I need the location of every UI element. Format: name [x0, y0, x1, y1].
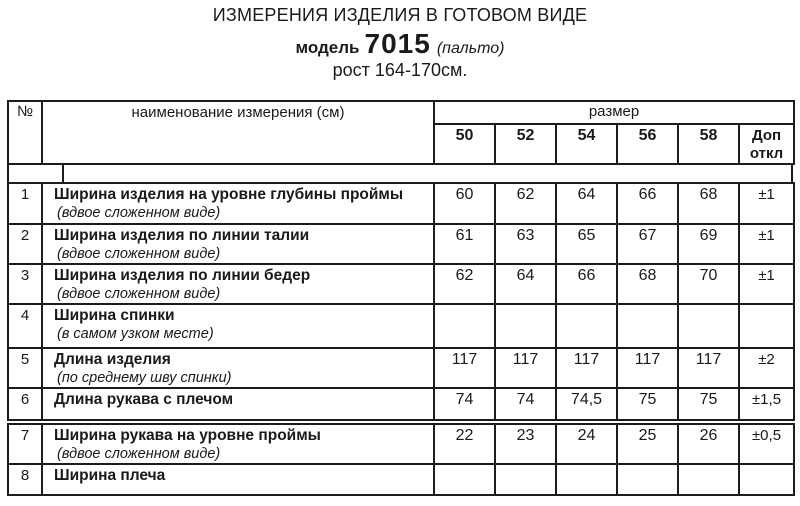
tolerance-value: ±0,5 [739, 422, 794, 464]
table-row [8, 264, 794, 304]
measurement-name: Длина рукава с плечом [54, 391, 234, 408]
size-value: 67 [617, 224, 678, 264]
tolerance-value [739, 464, 794, 495]
size-value: 117 [495, 348, 556, 388]
row-number: 4 [8, 304, 42, 348]
table-row [8, 348, 794, 388]
spacer-divider [62, 165, 64, 182]
measurements-table [7, 100, 793, 496]
measurement-name-cell [42, 348, 434, 388]
row-number: 7 [8, 422, 42, 464]
col-header-size-58: 58 [678, 124, 739, 164]
measurement-name-cell [42, 224, 434, 264]
size-value: 62 [434, 264, 495, 304]
col-header-name: наименование измерения (см) [42, 101, 434, 164]
col-header-tolerance-line1: Доп [751, 127, 782, 144]
col-header-number: № [8, 101, 42, 164]
measurement-name: Ширина спинки [54, 307, 175, 324]
size-value: 26 [678, 422, 739, 464]
measurement-name: Ширина плеча [54, 467, 166, 484]
tolerance-value [739, 304, 794, 348]
measurement-name: Ширина изделия по линии талии [54, 227, 310, 244]
measurement-note: (вдвое сложенном виде) [57, 205, 221, 221]
measurement-note: (вдвое сложенном виде) [57, 286, 221, 302]
model-type: (пальто) [436, 40, 505, 57]
measurement-note: (вдвое сложенном виде) [57, 446, 221, 462]
tolerance-value: ±1,5 [739, 388, 794, 422]
measurement-name-cell [42, 422, 434, 464]
col-header-size-54: 54 [556, 124, 617, 164]
row-number: 6 [8, 388, 42, 422]
measurement-name-cell [42, 464, 434, 495]
size-value: 68 [678, 183, 739, 224]
size-value: 64 [556, 183, 617, 224]
col-header-size-50: 50 [434, 124, 495, 164]
size-value: 23 [495, 422, 556, 464]
size-value: 65 [556, 224, 617, 264]
measurements-table-body [7, 182, 795, 496]
size-value: 66 [617, 183, 678, 224]
size-value [495, 464, 556, 495]
page-title: ИЗМЕРЕНИЯ ИЗДЕЛИЯ В ГОТОВОМ ВИДЕ [212, 5, 588, 25]
measurement-name: Ширина изделия по линии бедер [54, 267, 311, 284]
table-row [8, 304, 794, 348]
measurement-note: (по среднему шву спинки) [57, 370, 232, 386]
size-value: 63 [495, 224, 556, 264]
size-value: 60 [434, 183, 495, 224]
measurement-name-cell [42, 304, 434, 348]
table-row [8, 224, 794, 264]
size-value: 61 [434, 224, 495, 264]
measurement-note: (в самом узком месте) [57, 326, 214, 342]
size-value [495, 304, 556, 348]
row-number: 1 [8, 183, 42, 224]
header-row-group [8, 101, 794, 124]
row-number: 2 [8, 224, 42, 264]
size-value [617, 304, 678, 348]
measurement-name-cell [42, 183, 434, 224]
size-value: 74,5 [556, 388, 617, 422]
col-header-tolerance-line2: откл [749, 145, 784, 162]
tolerance-value: ±2 [739, 348, 794, 388]
size-value: 117 [434, 348, 495, 388]
model-number: 7015 [364, 28, 431, 59]
measurement-note: (вдвое сложенном виде) [57, 246, 221, 262]
size-value: 25 [617, 422, 678, 464]
tolerance-value: ±1 [739, 183, 794, 224]
size-value: 62 [495, 183, 556, 224]
measurement-name-cell [42, 264, 434, 304]
spacer-row [7, 165, 793, 182]
measurement-name: Ширина рукава на уровне проймы [54, 427, 321, 444]
measurement-name-cell [42, 388, 434, 422]
size-value [556, 464, 617, 495]
col-header-size-52: 52 [495, 124, 556, 164]
col-header-size-56: 56 [617, 124, 678, 164]
size-value: 74 [434, 388, 495, 422]
size-value [434, 464, 495, 495]
size-value: 22 [434, 422, 495, 464]
row-number: 5 [8, 348, 42, 388]
table-row [8, 388, 794, 422]
measurements-table-header [7, 100, 795, 165]
tolerance-value: ±1 [739, 264, 794, 304]
table-row [8, 183, 794, 224]
col-header-tolerance [739, 124, 794, 164]
height-range: рост 164-170см. [332, 60, 468, 80]
table-row [8, 422, 794, 464]
size-value [678, 464, 739, 495]
size-value: 24 [556, 422, 617, 464]
size-value: 75 [678, 388, 739, 422]
col-header-size-group: размер [434, 101, 794, 124]
size-value: 69 [678, 224, 739, 264]
measurement-name: Длина изделия [54, 351, 171, 368]
size-value: 75 [617, 388, 678, 422]
size-value: 64 [495, 264, 556, 304]
row-number: 3 [8, 264, 42, 304]
size-value: 68 [617, 264, 678, 304]
size-value: 117 [678, 348, 739, 388]
title-block [0, 0, 800, 81]
size-value [556, 304, 617, 348]
size-value: 70 [678, 264, 739, 304]
tolerance-value: ±1 [739, 224, 794, 264]
measurement-name: Ширина изделия на уровне глубины проймы [54, 186, 404, 203]
size-value: 117 [556, 348, 617, 388]
size-value [678, 304, 739, 348]
model-label: модель [295, 38, 360, 57]
table-row [8, 464, 794, 495]
size-value [434, 304, 495, 348]
size-value: 74 [495, 388, 556, 422]
row-number: 8 [8, 464, 42, 495]
model-line [0, 28, 800, 59]
size-value [617, 464, 678, 495]
size-value: 66 [556, 264, 617, 304]
size-value: 117 [617, 348, 678, 388]
